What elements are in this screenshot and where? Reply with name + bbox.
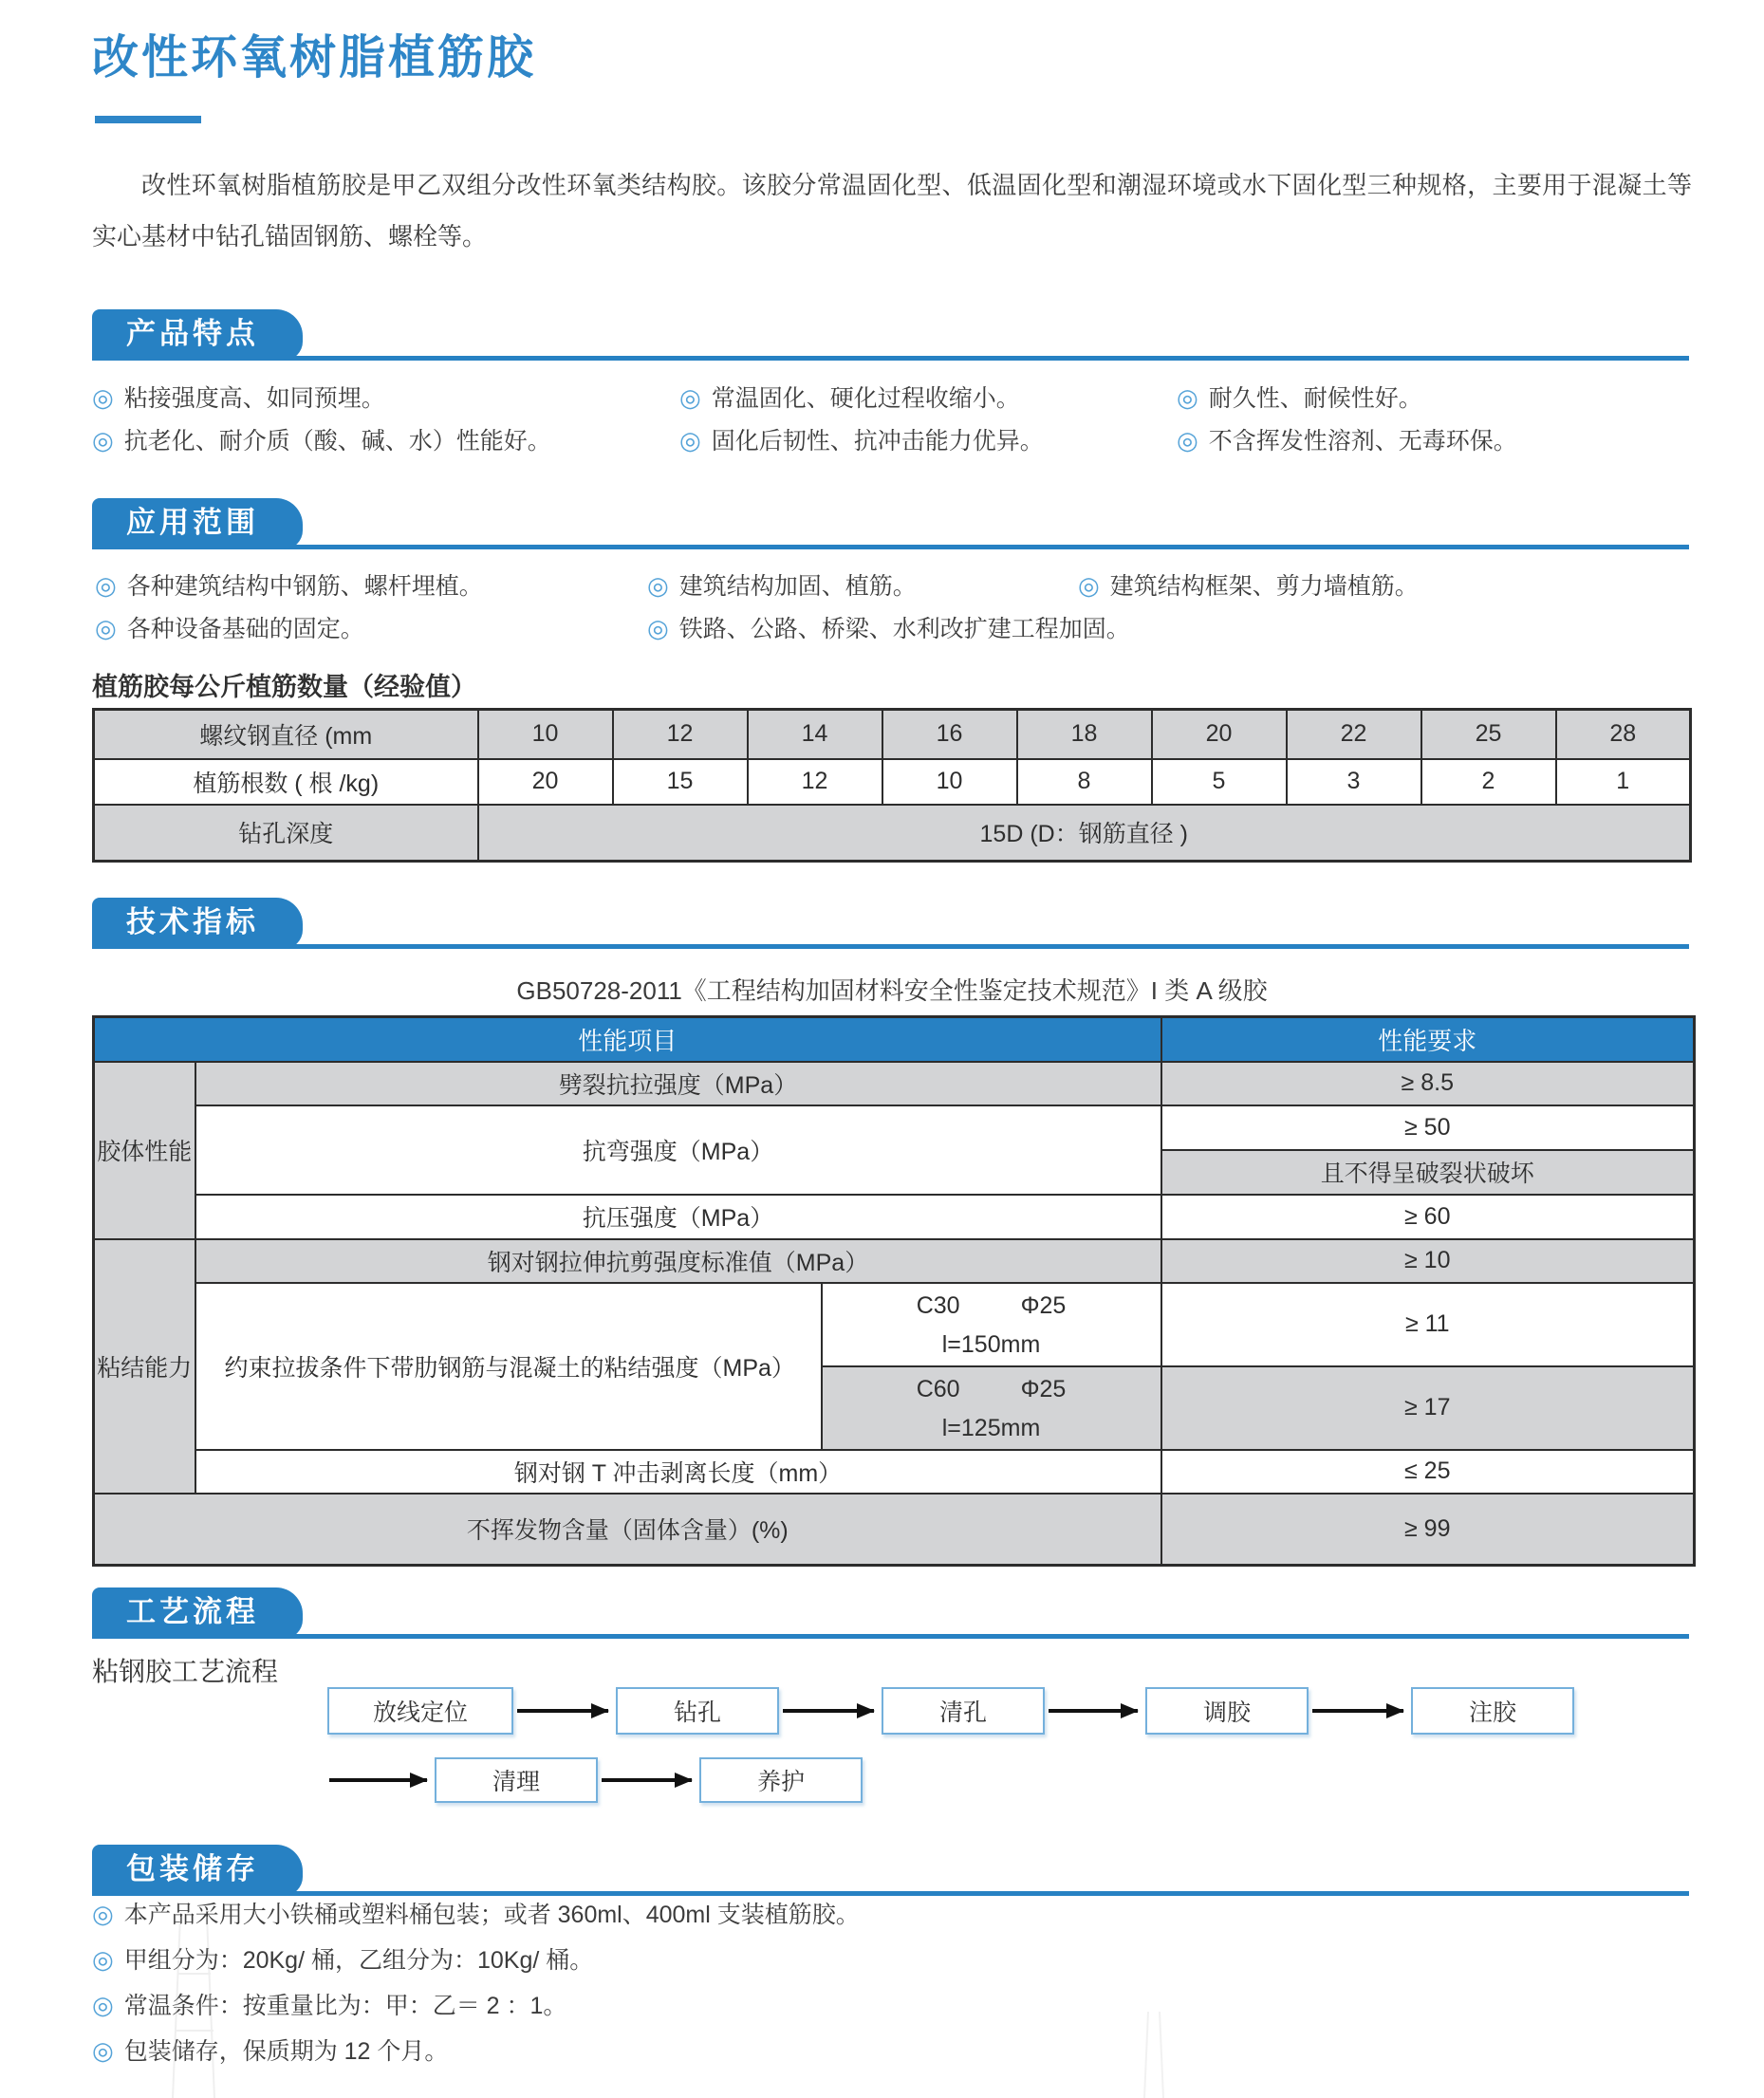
requirement-value: ≥ 17 <box>1161 1366 1695 1450</box>
application-text: 各种设备基础的固定。 <box>126 616 364 642</box>
cell: 16 <box>882 710 1017 759</box>
bullet-icon: ◎ <box>1177 426 1198 455</box>
col-header-req: 性能要求 <box>1161 1017 1695 1062</box>
title-underline-dash <box>95 116 201 123</box>
page-title: 改性环氧树脂植筋胶 <box>92 32 537 84</box>
feature-text: 固化后韧性、抗冲击能力优异。 <box>711 428 1044 455</box>
requirement-value: ≥ 99 <box>1161 1494 1695 1566</box>
application-item <box>1078 569 1419 603</box>
section-rule <box>92 1891 1689 1896</box>
feature-item <box>92 424 551 457</box>
bullet-icon: ◎ <box>92 426 114 455</box>
cell: 20 <box>478 759 613 805</box>
standard-reference: GB50728-2011《工程结构加固材料安全性鉴定技术规范》I 类 A 级胶 <box>516 976 1268 1005</box>
section-header-tech <box>92 898 1689 949</box>
section-rule <box>92 545 1689 549</box>
watermark-sketch <box>152 1917 237 2098</box>
table-row <box>94 1450 1695 1494</box>
requirement-value: ≤ 25 <box>1161 1450 1695 1494</box>
property-label: 钢对钢拉伸抗剪强度标准值（MPa） <box>195 1239 1161 1283</box>
bar-diameter: Φ25 <box>1020 1375 1067 1402</box>
tech-spec-table <box>92 1015 1696 1567</box>
table-header-row <box>94 1017 1695 1062</box>
test-condition <box>822 1366 1161 1450</box>
flow-step-clean-hole: 清孔 <box>882 1687 1045 1735</box>
cell: 5 <box>1152 759 1287 805</box>
bullet-icon: ◎ <box>92 1991 114 2019</box>
bullet-icon: ◎ <box>647 614 669 642</box>
cell: 12 <box>748 759 882 805</box>
rebar-count-table <box>92 708 1692 863</box>
concrete-grade: C30 <box>916 1291 960 1319</box>
feature-item <box>679 381 1020 415</box>
cell: 3 <box>1287 759 1421 805</box>
feature-item <box>92 381 385 415</box>
packaging-text: 常温条件：按重量比为：甲：乙＝ 2 ：1。 <box>123 1993 567 2019</box>
embed-length: l=150mm <box>941 1330 1041 1358</box>
property-label: 劈裂抗拉强度（MPa） <box>195 1062 1161 1105</box>
requirement-value: 且不得呈破裂状破坏 <box>1161 1150 1695 1195</box>
bar-diameter: Φ25 <box>1020 1291 1067 1319</box>
table-row <box>94 1062 1695 1105</box>
col-header-item: 性能项目 <box>94 1017 1161 1062</box>
section-ribbon-packaging: 包装储存 <box>92 1845 303 1896</box>
section-ribbon-applications: 应用范围 <box>92 498 303 549</box>
test-condition <box>822 1283 1161 1366</box>
flow-step-mix-glue: 调胶 <box>1145 1687 1309 1735</box>
embed-length: l=125mm <box>941 1414 1041 1441</box>
table-row <box>94 1283 1695 1366</box>
cell: 18 <box>1017 710 1152 759</box>
bullet-icon: ◎ <box>92 1945 114 1974</box>
feature-item <box>679 424 1044 457</box>
section-rule <box>92 944 1689 949</box>
section-rule <box>92 1634 1689 1639</box>
bullet-icon: ◎ <box>1177 383 1198 412</box>
cell: 14 <box>748 710 882 759</box>
cell: 28 <box>1556 710 1691 759</box>
requirement-value: ≥ 11 <box>1161 1283 1695 1366</box>
row-label: 螺纹钢直径 (mm <box>94 710 478 759</box>
bullet-icon: ◎ <box>679 426 701 455</box>
watermark-sketch <box>1120 2012 1186 2098</box>
intro-paragraph: 改性环氧树脂植筋胶是甲乙双组分改性环氧类结构胶。该胶分常温固化型、低温固化型和潮湿环境或水下固化型三种规格，主要用于混凝土等实心基材中钻孔锚固钢筋、螺栓等。 <box>92 171 1692 251</box>
group-label: 粘结能力 <box>94 1239 195 1494</box>
flow-step-layout: 放线定位 <box>327 1687 513 1735</box>
group-label: 胶体性能 <box>94 1062 195 1239</box>
table-row <box>94 710 1691 759</box>
packaging-text: 甲组分为：20Kg/ 桶，乙组分为：10Kg/ 桶。 <box>123 1947 594 1974</box>
feature-item <box>1177 424 1517 457</box>
table-row <box>94 1105 1695 1150</box>
property-label: 约束拉拔条件下带肋钢筋与混凝土的粘结强度（MPa） <box>195 1283 822 1450</box>
table-row <box>94 759 1691 805</box>
flow-step-cleanup: 清理 <box>435 1757 598 1803</box>
bullet-icon: ◎ <box>1078 571 1100 600</box>
cell: 25 <box>1421 710 1556 759</box>
feature-text: 耐久性、耐候性好。 <box>1208 385 1422 412</box>
flow-step-inject-glue: 注胶 <box>1411 1687 1574 1735</box>
feature-text: 粘接强度高、如同预埋。 <box>123 385 385 412</box>
section-header-features <box>92 309 1689 361</box>
cell: 2 <box>1421 759 1556 805</box>
packaging-text: 本产品采用大小铁桶或塑料桶包装；或者 360ml、400ml 支装植筋胶。 <box>123 1902 860 1928</box>
requirement-value: ≥ 50 <box>1161 1105 1695 1150</box>
property-label: 不挥发物含量（固体含量）(%) <box>94 1494 1161 1566</box>
requirement-value: ≥ 8.5 <box>1161 1062 1695 1105</box>
application-item <box>647 569 917 603</box>
application-item <box>95 612 364 645</box>
packaging-text: 包装储存，保质期为 12 个月。 <box>123 2038 449 2065</box>
requirement-value: ≥ 10 <box>1161 1239 1695 1283</box>
cell: 15D (D：钢筋直径 ) <box>478 805 1691 862</box>
application-item <box>647 612 1130 645</box>
section-header-applications <box>92 498 1689 549</box>
feature-text: 抗老化、耐介质（酸、碱、水）性能好。 <box>123 428 551 455</box>
table-row <box>94 805 1691 862</box>
cell: 12 <box>613 710 748 759</box>
flowchart-title: 粘钢胶工艺流程 <box>92 1657 279 1686</box>
requirement-value: ≥ 60 <box>1161 1195 1695 1239</box>
application-text: 各种建筑结构中钢筋、螺杆埋植。 <box>126 573 483 600</box>
property-label: 抗弯强度（MPa） <box>195 1105 1161 1195</box>
property-label: 抗压强度（MPa） <box>195 1195 1161 1239</box>
bullet-icon: ◎ <box>679 383 701 412</box>
flow-step-cure: 养护 <box>699 1757 863 1803</box>
table-row <box>94 1239 1695 1283</box>
row-label: 植筋根数 ( 根 /kg) <box>94 759 478 805</box>
application-text: 建筑结构加固、植筋。 <box>678 573 917 600</box>
cell: 22 <box>1287 710 1421 759</box>
bullet-icon: ◎ <box>647 571 669 600</box>
cell: 8 <box>1017 759 1152 805</box>
application-item <box>95 569 483 603</box>
packaging-item <box>92 2034 448 2068</box>
section-header-process <box>92 1587 1689 1639</box>
bullet-icon: ◎ <box>92 2036 114 2065</box>
cell: 1 <box>1556 759 1691 805</box>
feature-text: 常温固化、硬化过程收缩小。 <box>711 385 1020 412</box>
section-header-packaging <box>92 1845 1689 1896</box>
flow-step-drill: 钻孔 <box>616 1687 779 1735</box>
row-label: 钻孔深度 <box>94 805 478 862</box>
table-row <box>94 1494 1695 1566</box>
section-rule <box>92 356 1689 361</box>
property-label: 钢对钢 T 冲击剥离长度（mm） <box>195 1450 1161 1494</box>
concrete-grade: C60 <box>916 1375 960 1402</box>
bullet-icon: ◎ <box>95 614 117 642</box>
cell: 10 <box>882 759 1017 805</box>
section-ribbon-process: 工艺流程 <box>92 1587 303 1639</box>
application-text: 建筑结构框架、剪力墙植筋。 <box>1109 573 1419 600</box>
bullet-icon: ◎ <box>95 571 117 600</box>
rebar-table-caption: 植筋胶每公斤植筋数量（经验值） <box>92 673 476 701</box>
section-ribbon-tech: 技术指标 <box>92 898 303 949</box>
feature-text: 不含挥发性溶剂、无毒环保。 <box>1208 428 1517 455</box>
cell: 15 <box>613 759 748 805</box>
application-text: 铁路、公路、桥梁、水利改扩建工程加固。 <box>678 616 1130 642</box>
cell: 20 <box>1152 710 1287 759</box>
section-ribbon-features: 产品特点 <box>92 309 303 361</box>
table-row <box>94 1195 1695 1239</box>
feature-item <box>1177 381 1422 415</box>
cell: 10 <box>478 710 613 759</box>
bullet-icon: ◎ <box>92 383 114 412</box>
bullet-icon: ◎ <box>92 1900 114 1928</box>
